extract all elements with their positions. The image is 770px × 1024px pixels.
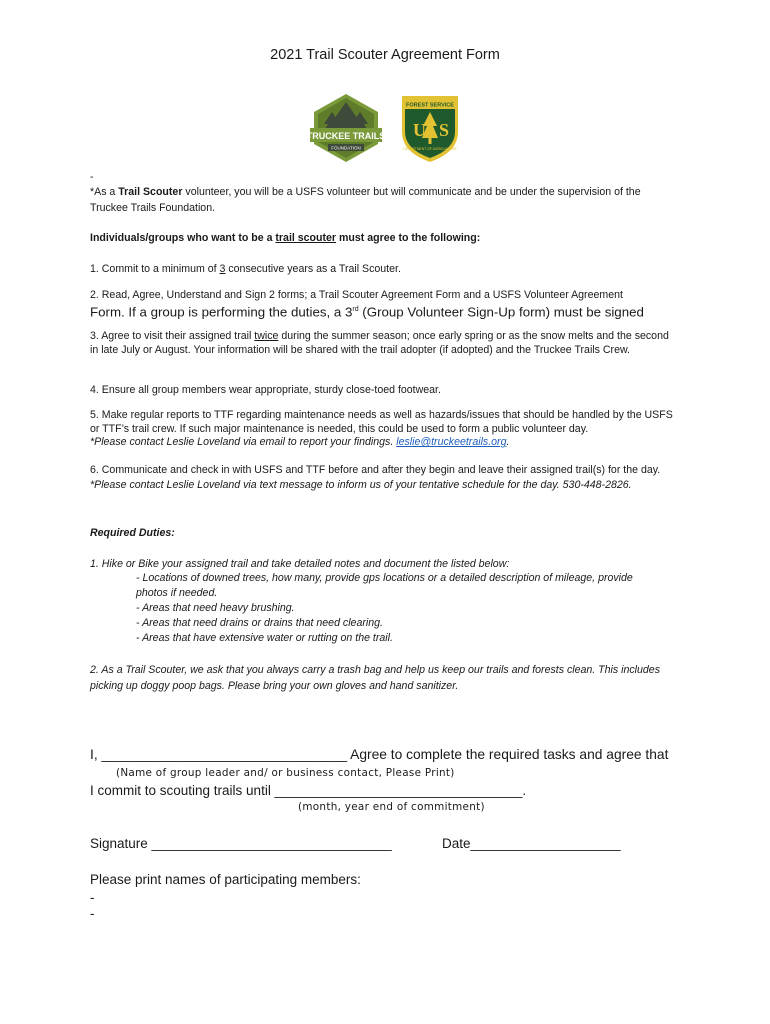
truckee-trails-logo [310, 92, 460, 164]
duty-2: 2. As a Trail Scouter, we ask that you always carry a trash bag and help us keep our trails and forests clean. This includes picking up doggy poop bags. Please bring your own gloves and hand sanitizer. [90, 664, 660, 692]
page-title: 2021 Trail Scouter Agreement Form [270, 47, 500, 63]
signature-line[interactable]: Signature ________________________________ [90, 836, 392, 851]
duty-sub-item: - Areas that need drains or drains that need clearing. [136, 617, 383, 629]
duty-sub-item: - Locations of downed trees, how many, provide gps locations or a detailed description of mileage, provide photos if needed. [136, 572, 633, 599]
requirement-6-note: *Please contact Leslie Loveland via text message to inform us of your tentative schedule for the day. 530-448-2826. [90, 479, 632, 491]
member-entry[interactable]: - [90, 906, 95, 921]
usfs-letter-u: U [413, 120, 426, 140]
duties-heading: Required Duties: [90, 527, 175, 539]
email-link[interactable]: leslie@truckeetrails.org [396, 436, 507, 448]
member-entry[interactable]: - [90, 890, 95, 905]
requirement-2: 2. Read, Agree, Understand and Sign 2 forms; a Trail Scouter Agreement Form and a USFS Volunteer Agreement Form. If a group is performing the duties, a 3rd (Group Volunteer Sign-Up form) must be signed [90, 289, 644, 320]
usfs-top-text: FOREST SERVICE [406, 102, 454, 109]
intro-paragraph: *As a Trail Scouter volunteer, you will be a USFS volunteer but will communicate and be under the supervision of the Truckee Trails Foundation. [90, 186, 641, 214]
usfs-letter-s: S [439, 120, 450, 140]
requirement-6: 6. Communicate and check in with USFS and TTF before and after they begin and leave their assigned trail(s) for the day. *Please contact Leslie Loveland via text message to inform us of your tentative schedule for the day. 530-448-2826. [90, 463, 680, 493]
ttf-logo-text: TRUCKEE TRAILS [310, 131, 386, 141]
dash-marker: - [90, 171, 94, 183]
date-line[interactable]: Date____________________ [442, 836, 621, 851]
agree-line[interactable]: I, ________________________________ Agree to complete the required tasks and agree that [90, 747, 669, 762]
commit-hint: (month, year end of commitment) [298, 801, 485, 813]
requirement-5: 5. Make regular reports to TTF regarding maintenance needs as well as hazards/issues that should be handled by the USFS or TTF’s trail crew. If such major maintenance is needed, this could be used to form a public volunteer day. *Please contact Leslie Loveland via email to report your findings. leslie@truckeetrails.org. [90, 409, 673, 448]
requirement-1: 1. Commit to a minimum of 3 consecutive years as a Trail Scouter. [90, 263, 401, 275]
ttf-logo-sub: FOUNDATION [331, 145, 361, 151]
agree-hint: (Name of group leader and/ or business contact, Please Print) [116, 767, 455, 779]
duty-sub-item: - Areas that need heavy brushing. [136, 602, 295, 614]
duty-1-subitems [136, 571, 666, 646]
usfs-bottom-text: DEPARTMENT OF AGRICULTURE [403, 147, 457, 151]
duty-sub-item: - Areas that have extensive water or rutting on the trail. [136, 632, 393, 644]
commit-line[interactable]: I commit to scouting trails until _________________________________. [90, 783, 527, 798]
members-heading: Please print names of participating members: [90, 872, 361, 887]
requirement-4: 4. Ensure all group members wear appropriate, sturdy close-toed footwear. [90, 384, 441, 396]
requirement-3: 3. Agree to visit their assigned trail twice during the summer season; once early spring or as the snow melts and the second in late July or August. Your information will be shared with the trail adopter (if adopted) and the Truckee Trails Crew. [90, 330, 669, 356]
logos [310, 92, 460, 164]
requirements-heading: Individuals/groups who want to be a trail scouter must agree to the following: [90, 232, 481, 244]
duty-1: 1. Hike or Bike your assigned trail and take detailed notes and document the listed below: [90, 558, 510, 570]
